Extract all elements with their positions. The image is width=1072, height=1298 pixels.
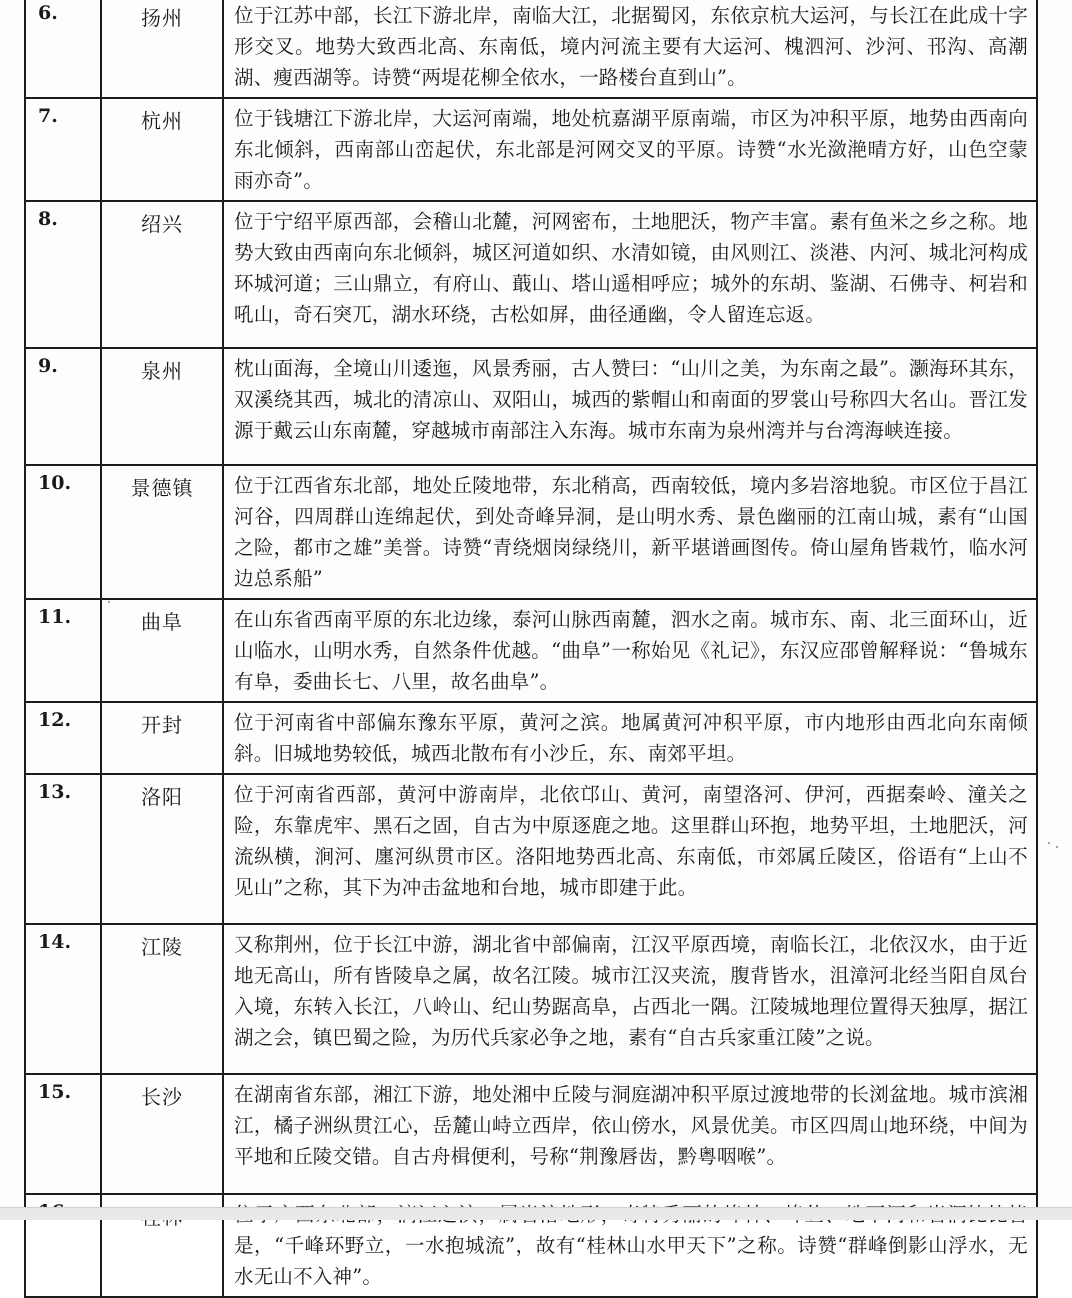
- city-description: 又称荆州，位于长江中游，湖北省中部偏南，江汉平原西境，南临长江，北依汉水，由于近地无高山，所有皆陵阜之属，故名江陵。城市江汉夹流，腹背皆水，沮漳河北经当阳自凤台入境，东转入长江，八岭山、纪山势踞高阜，占西北一隅。江陵城地理位置得天独厚，据江湖之会，镇巴蜀之险，为历代兵家必争之地，素有“自古兵家重江陵”之说。: [223, 924, 1037, 1074]
- city-name: 绍兴: [101, 201, 223, 348]
- city-name: 曲阜: [101, 599, 223, 702]
- city-description: 在山东省西南平原的东北边缘，泰河山脉西南麓，泗水之南。城市东、南、北三面环山，近山临水，山明水秀，自然条件优越。“曲阜”一称始见《礼记》，东汉应邵曾解释说：“鲁城东有阜，委曲长七、八里，故名曲阜”。: [223, 599, 1037, 702]
- table-row: [25, 702, 1037, 774]
- historic-cities-table: [24, 0, 1038, 1298]
- scan-speck: [108, 601, 110, 603]
- row-number: 6.: [25, 0, 101, 98]
- table-row: [25, 201, 1037, 348]
- city-description: 位于江苏中部，长江下游北岸，南临大江，北据蜀冈，东依京杭大运河，与长江在此成十字形交叉。地势大致西北高、东南低，境内河流主要有大运河、槐泗河、沙河、邗沟、高潮湖、瘦西湖等。诗赞“两堤花柳全依水，一路楼台直到山”。: [223, 0, 1037, 98]
- table-row: [25, 465, 1037, 599]
- city-name: 泉州: [101, 348, 223, 465]
- city-description: 位于河南省西部，黄河中游南岸，北依邙山、黄河，南望洛河、伊河，西据秦岭、潼关之险，东靠虎牢、黑石之固，自古为中原逐鹿之地。这里群山环抱，地势平坦，土地肥沃，河流纵横，涧河、廛河纵贯市区。洛阳地势西北高、东南低，市郊属丘陵区，俗语有“上山不见山”之称，其下为冲击盆地和台地，城市即建于此。: [223, 774, 1037, 924]
- scan-speck: [1048, 842, 1050, 844]
- city-description: 是，“千峰环野立，一水抱城流”，故有“桂林山水甲天下”之称。诗赞“群峰倒影山浮水，无水无山不入神”。: [223, 1194, 1037, 1297]
- table-row: [25, 599, 1037, 702]
- row-number: 8.: [25, 201, 101, 348]
- row-number: 9.: [25, 348, 101, 465]
- city-name: 江陵: [101, 924, 223, 1074]
- city-description: 在湖南省东部，湘江下游，地处湘中丘陵与洞庭湖冲积平原过渡地带的长浏盆地。城市滨湘江，橘子洲纵贯江心，岳麓山峙立西岸，依山傍水，风景优美。市区四周山地环绕，中间为平地和丘陵交错。自古舟楫便利，号称“荆豫唇齿，黔粤咽喉”。: [223, 1074, 1037, 1194]
- city-description: 位于钱塘江下游北岸，大运河南端，地处杭嘉湖平原南端，市区为冲积平原，地势由西南向东北倾斜，西南部山峦起伏，东北部是河网交叉的平原。诗赞“水光潋滟晴方好，山色空蒙雨亦奇”。: [223, 98, 1037, 201]
- table-row: [25, 774, 1037, 924]
- city-description: 枕山面海，全境山川逶迤，风景秀丽，古人赞曰：“山川之美，为东南之最”。灏海环其东，双溪绕其西，城北的清凉山、双阳山，城西的紫帽山和南面的罗裳山号称四大名山。晋江发源于戴云山东南麓，穿越城市南部注入东海。城市东南为泉州湾并与台湾海峡连接。: [223, 348, 1037, 465]
- city-name: 洛阳: [101, 774, 223, 924]
- row-number: 14.: [25, 924, 101, 1074]
- table-body: [25, 0, 1037, 1297]
- row-number: 15.: [25, 1074, 101, 1194]
- table-row: [25, 1074, 1037, 1194]
- city-name: 开封: [101, 702, 223, 774]
- row-number: 13.: [25, 774, 101, 924]
- city-description: 位于宁绍平原西部，会稽山北麓，河网密布，土地肥沃，物产丰富。素有鱼米之乡之称。地势大致由西南向东北倾斜，城区河道如织、水清如镜，由风则江、淡港、内河、城北河构成环城河道；三山鼎立，有府山、蕺山、塔山遥相呼应；城外的东胡、鉴湖、石佛寺、柯岩和吼山，奇石突兀，湖水环绕，古松如屏，曲径通幽，令人留连忘返。: [223, 201, 1037, 348]
- city-name: 长沙: [101, 1074, 223, 1194]
- city-name: 扬州: [101, 0, 223, 98]
- scan-speck: [1056, 846, 1058, 848]
- city-description: 位于江西省东北部，地处丘陵地带，东北稍高，西南较低，境内多岩溶地貌。市区位于昌江河谷，四周群山连绵起伏，到处奇峰异洞，是山明水秀、景色幽丽的江南山城，素有“山国之险，都市之雄”美誉。诗赞“青绕烟岗绿绕川，新平堪谱画图传。倚山屋角皆栽竹，临水河边总系船”: [223, 465, 1037, 599]
- row-number: 11.: [25, 599, 101, 702]
- row-number: 12.: [25, 702, 101, 774]
- row-number: 7.: [25, 98, 101, 201]
- city-name: 杭州: [101, 98, 223, 201]
- table-row: [25, 348, 1037, 465]
- table-row: [25, 98, 1037, 201]
- city-description: 位于河南省中部偏东豫东平原，黄河之滨。地属黄河冲积平原，市内地形由西北向东南倾斜。旧城地势较低，城西北散布有小沙丘，东、南郊平坦。: [223, 702, 1037, 774]
- table-row: [25, 0, 1037, 98]
- city-name: 景德镇: [101, 465, 223, 599]
- table-row: [25, 924, 1037, 1074]
- viewer-bottom-edge: [0, 1207, 1072, 1220]
- row-number: 10.: [25, 465, 101, 599]
